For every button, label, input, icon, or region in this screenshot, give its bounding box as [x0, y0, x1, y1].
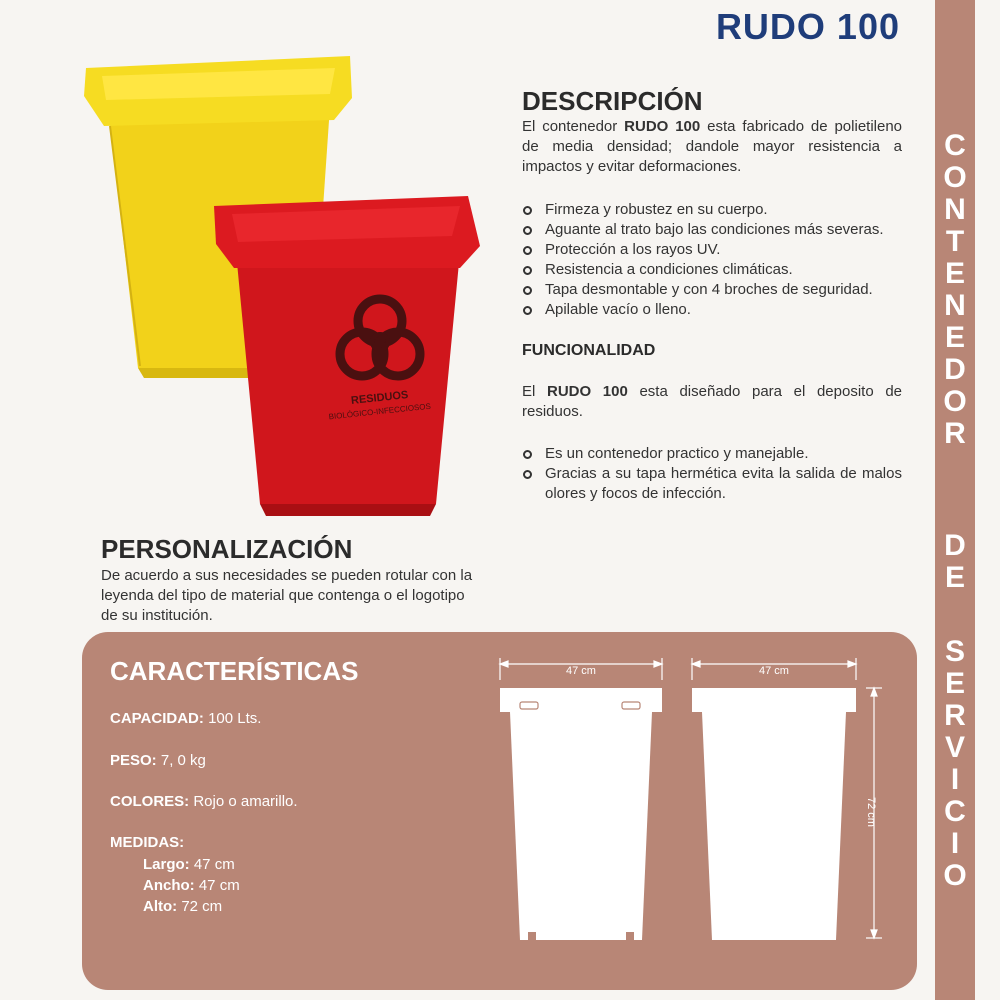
red-container	[214, 196, 480, 516]
height-label: 72 cm	[865, 797, 877, 827]
feature-list	[522, 200, 912, 320]
sidebar-banner	[935, 0, 975, 1000]
height-spec: Alto: 72 cm	[143, 898, 223, 915]
colors-spec: COLORES: Rojo o amarillo.	[110, 793, 298, 810]
list-item: Firmeza y robustez en su cuerpo.	[522, 200, 912, 220]
measures-list	[143, 854, 240, 917]
width-spec: Ancho: 47 cm	[143, 877, 240, 894]
side-view-container	[692, 688, 856, 940]
sidebar-word-de: DE	[944, 529, 966, 594]
capacity-spec: CAPACIDAD: 100 Lts.	[110, 710, 262, 727]
description-text: El contenedor RUDO 100 esta fabricado de polietileno de media densidad; dandole mayor resistencia a impactos y evitar deformaciones.	[522, 118, 903, 175]
measures-heading: MEDIDAS:	[110, 834, 185, 851]
list-item: Aguante al trato bajo las condiciones más severas.	[522, 220, 912, 240]
page-title: RUDO 100	[715, 6, 900, 47]
characteristics-heading: CARACTERÍSTICAS	[110, 656, 359, 686]
side-width-label: 47 cm	[759, 665, 789, 677]
weight-spec: PESO: 7, 0 kg	[110, 752, 206, 769]
front-view-container	[500, 688, 662, 940]
red-container-label-2: BIOLÓGICO-INFECCIOSOS	[328, 401, 432, 422]
functionality-list	[522, 444, 902, 504]
personalization-heading: PERSONALIZACIÓN	[101, 534, 353, 564]
list-item: Resistencia a condiciones climáticas.	[522, 260, 912, 280]
description-heading: DESCRIPCIÓN	[522, 86, 703, 116]
functionality-heading: FUNCIONALIDAD	[522, 342, 656, 359]
front-width-label: 47 cm	[566, 665, 596, 677]
list-item: Es un contenedor practico y manejable.	[522, 444, 902, 464]
length-spec: Largo: 47 cm	[143, 856, 235, 873]
list-item: Apilable vacío o lleno.	[522, 300, 912, 320]
sidebar-word-contenedor: CONTENEDOR	[943, 129, 967, 450]
list-item: Protección a los rayos UV.	[522, 240, 912, 260]
dimension-drawing	[480, 640, 900, 950]
sidebar-word-servicio: SERVICIO	[943, 635, 967, 892]
functionality-text: El RUDO 100 esta diseñado para el deposito de residuos.	[522, 383, 902, 420]
list-item: Tapa desmontable y con 4 broches de seguridad.	[522, 280, 912, 300]
list-item: Gracias a su tapa hermética evita la salida de malos olores y focos de infección.	[522, 464, 902, 504]
red-container-label-1: RESIDUOS	[350, 389, 409, 407]
product-photo	[80, 36, 490, 526]
personalization-text: De acuerdo a sus necesidades se pueden rotular con la leyenda del tipo de material que contenga o el logotipo de su institución.	[101, 567, 473, 624]
